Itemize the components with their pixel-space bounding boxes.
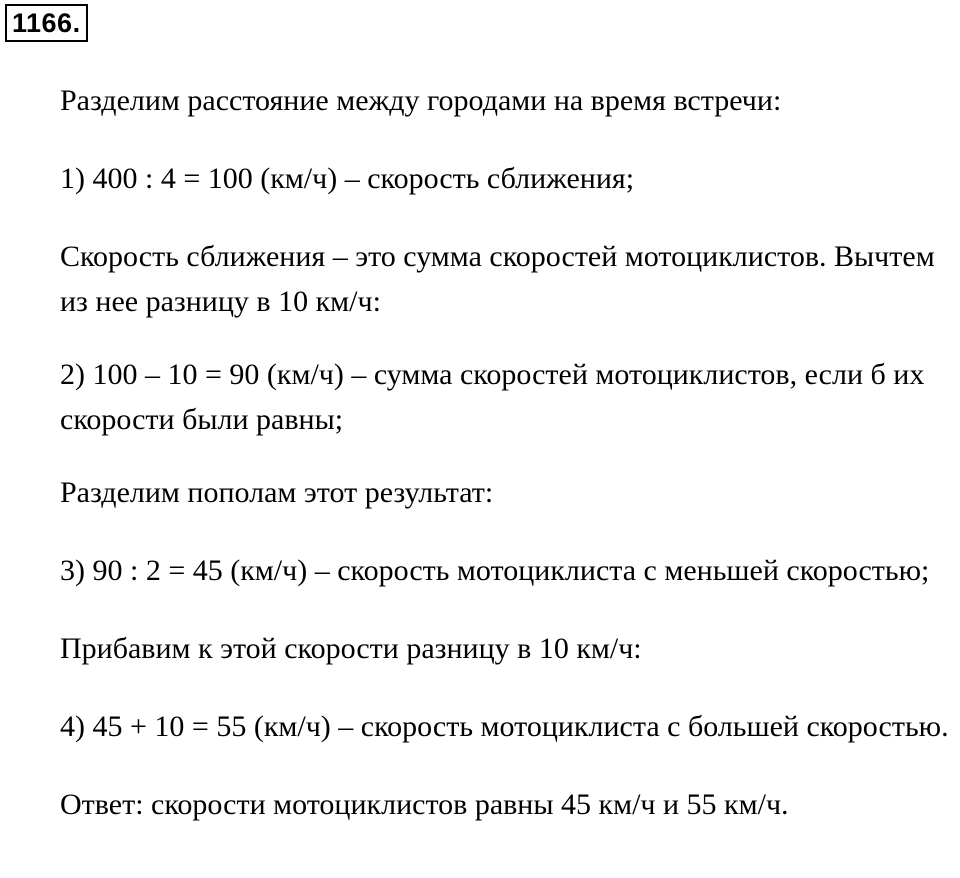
text-line: Прибавим к этой скорости разницу в 10 км/ч:	[60, 632, 642, 665]
text-line: 4) 45 + 10 = 55 (км/ч) – скорость мотоциклиста с большей скоростью.	[60, 710, 949, 743]
text-line: 2) 100 – 10 = 90 (км/ч) – сумма скоростей мотоциклистов, если б их	[60, 358, 925, 391]
step-1	[60, 156, 950, 201]
text-line: скорости были равны;	[60, 403, 344, 436]
step-intro-divide	[60, 78, 950, 123]
step-3	[60, 548, 950, 593]
text-line: Разделим расстояние между городами на время встречи:	[60, 84, 782, 117]
step-4	[60, 704, 950, 749]
step-2	[60, 352, 950, 442]
text-line: из нее разницу в 10 км/ч:	[60, 285, 381, 318]
text-line: 3) 90 : 2 = 45 (км/ч) – скорость мотоциклиста с меньшей скоростью;	[60, 554, 930, 587]
text-line: Скорость сближения – это сумма скоростей мотоциклистов. Вычтем	[60, 240, 935, 273]
text-line: Разделим пополам этот результат:	[60, 476, 494, 509]
step-intro-subtract	[60, 234, 950, 324]
problem-number: 1166.	[5, 4, 88, 42]
answer	[60, 782, 950, 827]
step-intro-add	[60, 626, 950, 671]
text-line: 1) 400 : 4 = 100 (км/ч) – скорость сближения;	[60, 162, 635, 195]
step-intro-halve	[60, 470, 950, 515]
solution-text	[60, 78, 950, 860]
text-line: Ответ: скорости мотоциклистов равны 45 км/ч и 55 км/ч.	[60, 788, 789, 821]
